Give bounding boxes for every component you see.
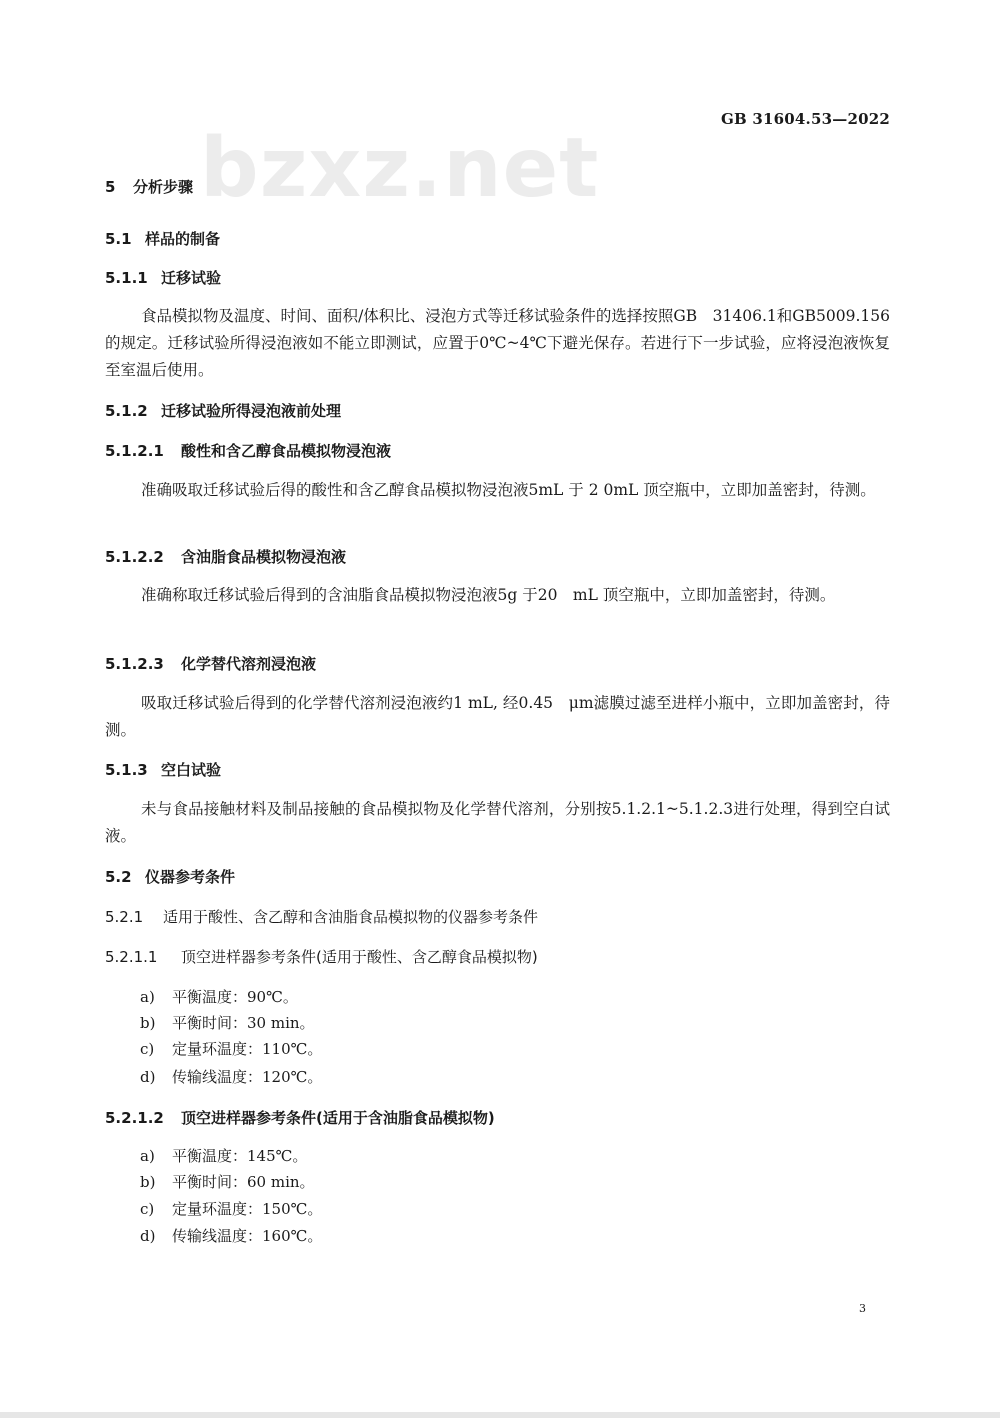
section-5-1-3-paragraph: 未与食品接触材料及制品接触的食品模拟物及化学替代溶剂，分别按5.1.2.1~5.1.2.3进行处理，得到空白试液。 [105, 800, 890, 845]
section-title: 顶空进样器参考条件(适用于含油脂食品模拟物) [181, 1109, 495, 1127]
watermark: bzxz.net [200, 121, 600, 216]
section-number: 5.1.2 [105, 402, 148, 420]
list-marker: b) [140, 1014, 156, 1032]
section-number: 5.1.3 [105, 761, 148, 779]
section-5-heading [105, 176, 193, 197]
section-number: 5.1.2.2 [105, 548, 164, 566]
section-5-1-1-heading [105, 267, 221, 288]
section-5-1-3-heading [105, 759, 221, 780]
list-item [140, 1145, 307, 1166]
section-number: 5.2 [105, 868, 132, 886]
section-title: 空白试验 [161, 761, 222, 779]
list-marker: c) [140, 1200, 155, 1218]
section-number: 5 [105, 178, 116, 196]
section-title: 迁移试验所得浸泡液前处理 [161, 402, 342, 420]
list-item [140, 1038, 322, 1059]
list-marker: a) [140, 1147, 155, 1165]
section-5-1-2-3-heading [105, 653, 316, 674]
list-marker: d) [140, 1227, 156, 1245]
list-item [140, 1198, 322, 1219]
section-number: 5.2.1.1 [105, 948, 158, 966]
section-5-1-2-heading [105, 400, 341, 421]
section-5-2-1-heading [105, 906, 538, 927]
section-number: 5.2.1.2 [105, 1109, 164, 1127]
list-text: 传输线温度：120℃。 [172, 1068, 323, 1086]
section-title: 适用于酸性、含乙醇和含油脂食品模拟物的仪器参考条件 [163, 908, 539, 926]
section-5-1-2-1-paragraph: 准确吸取迁移试验后得的酸性和含乙醇食品模拟物浸泡液5mL 于 2 0mL 顶空瓶中，立即加盖密封，待测。 [141, 481, 876, 499]
page-number: 3 [859, 1302, 866, 1315]
section-number: 5.2.1 [105, 908, 144, 926]
section-number: 5.1 [105, 230, 132, 248]
list-text: 平衡时间：60 min。 [172, 1173, 315, 1191]
section-5-1-2-2-heading [105, 546, 346, 567]
section-title: 迁移试验 [161, 269, 222, 287]
section-title: 仪器参考条件 [145, 868, 236, 886]
section-5-1-2-2-paragraph: 准确称取迁移试验后得到的含油脂食品模拟物浸泡液5g 于20 mL 顶空瓶中，立即加盖密封，待测。 [141, 586, 836, 604]
list-item [140, 1171, 315, 1192]
list-text: 定量环温度：110℃。 [172, 1040, 323, 1058]
list-text: 平衡温度：145℃。 [172, 1147, 308, 1165]
list-text: 定量环温度：150℃。 [172, 1200, 323, 1218]
list-item [140, 986, 298, 1007]
section-5-1-2-3-paragraph: 吸取迁移试验后得到的化学替代溶剂浸泡液约1 mL, 经0.45 μm滤膜过滤至进样小瓶中，立即加盖密封，待测。 [105, 694, 890, 739]
section-5-2-1-1-heading [105, 946, 538, 967]
list-marker: a) [140, 988, 155, 1006]
section-title: 化学替代溶剂浸泡液 [181, 655, 317, 673]
section-title: 酸性和含乙醇食品模拟物浸泡液 [181, 442, 392, 460]
list-text: 平衡温度：90℃。 [172, 988, 298, 1006]
list-item [140, 1012, 315, 1033]
section-number: 5.1.2.1 [105, 442, 164, 460]
page-bottom-edge [0, 1412, 1000, 1418]
section-5-2-heading [105, 866, 235, 887]
section-5-1-1-paragraph: 食品模拟物及温度、时间、面积/体积比、浸泡方式等迁移试验条件的选择按照GB 31406.1和GB5009.156 的规定。迁移试验所得浸泡液如不能立即测试，应置于0℃~4℃下避光保存。若进行下一步试验，应将浸泡液恢复至室温后使用。 [105, 307, 890, 379]
section-5-1-heading [105, 228, 220, 249]
section-number: 5.1.1 [105, 269, 148, 287]
list-marker: b) [140, 1173, 156, 1191]
section-title: 样品的制备 [145, 230, 221, 248]
section-number: 5.1.2.3 [105, 655, 164, 673]
list-marker: c) [140, 1040, 155, 1058]
list-item [140, 1066, 322, 1087]
list-text: 平衡时间：30 min。 [172, 1014, 315, 1032]
list-text: 传输线温度：160℃。 [172, 1227, 323, 1245]
section-5-2-1-2-heading [105, 1107, 495, 1128]
list-marker: d) [140, 1068, 156, 1086]
section-title: 分析步骤 [133, 178, 194, 196]
section-title: 顶空进样器参考条件(适用于酸性、含乙醇食品模拟物) [181, 948, 538, 966]
section-5-1-2-1-heading [105, 440, 391, 461]
section-title: 含油脂食品模拟物浸泡液 [181, 548, 347, 566]
standard-number: GB 31604.53—2022 [721, 110, 890, 128]
list-item [140, 1225, 322, 1246]
